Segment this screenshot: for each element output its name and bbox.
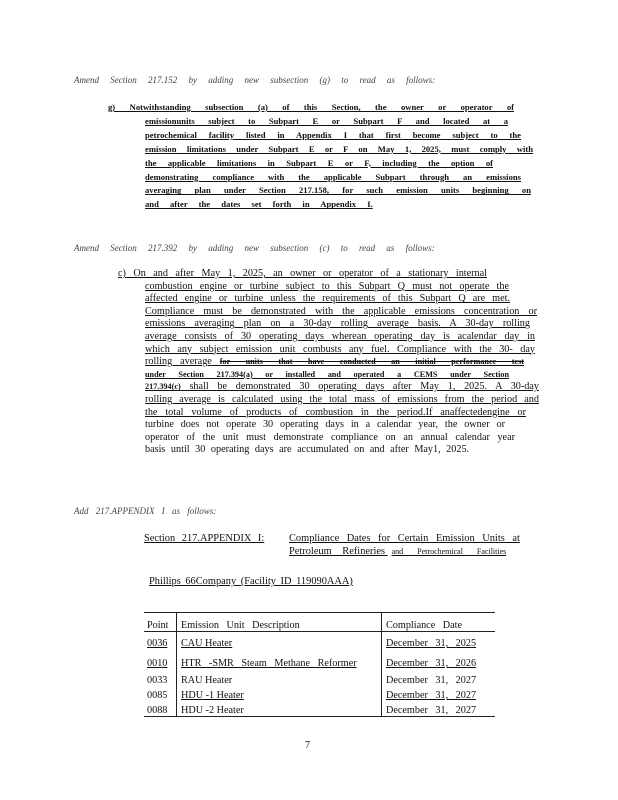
add-instruction-appendix-i: Add 217.APPENDIX I as follows: [74, 506, 217, 516]
subsection-c-line: affected engine or turbine unless the requirements of this Subpart Q are met. [145, 293, 510, 305]
cell-compliance-date: December 31, 2027 [386, 705, 477, 716]
subsection-c-line: rolling average is calculated using the total mass of emissions from the period and [145, 393, 539, 405]
subsection-c-line: emissions averaging plan on a 30-day rolling average basis. A 30-day rolling [145, 318, 530, 330]
subsection-c-line: operator of the unit must demonstrate compliance on an annual calendar year [145, 431, 515, 443]
subsection-c-line: the total volume of products of combustion in the period.If anaffectedengine or [145, 406, 526, 418]
subsection-c-text: shall be demonstrated 30 operating days after May 1, 2025. A 30-day [189, 381, 539, 393]
cell-point: 0010 [147, 658, 168, 669]
subsection-c-line: basis until 30 operating days are accumulated on and after May1, 2025. [145, 444, 470, 456]
cell-compliance-date: December 31, 2027 [386, 675, 477, 686]
cell-description: HDU -1 Heater [181, 690, 244, 701]
cell-compliance-date: December 31, 2026 [386, 658, 477, 669]
subsection-g-line: petrochemical facility listed in Appendix I that first become subject to the [145, 129, 521, 140]
struck-text: for units that have conducted an initial performance test [219, 357, 525, 367]
cell-compliance-date: December 31, 2025 [386, 638, 477, 649]
cell-description: HTR -SMR Steam Methane Reformer [181, 658, 357, 669]
subsection-g-line: averaging plan under Section 217.158, for such emission units beginning on [145, 185, 531, 196]
amend-instruction-217-152: Amend Section 217.152 by adding new subsection (g) to read as follows: [74, 75, 436, 85]
subsection-c-line [118, 268, 487, 281]
appendix-title-part: and Petrochemical Facilities [391, 547, 507, 556]
page-number: 7 [305, 740, 310, 751]
cell-point: 0036 [147, 638, 168, 649]
subsection-g-insertion [108, 101, 533, 212]
subsection-c-line: turbine does not operate 30 operating days in a calendar year, the owner or [145, 419, 505, 431]
table-row [144, 701, 495, 717]
section-ref-text: 217.394(c) [145, 382, 181, 392]
subsection-c-line: which any subject emission unit combusts any fuel. Compliance with the 30- day [145, 343, 535, 355]
subsection-c-line: average consists of 30 operating days wherean operating day is acalendar day in [145, 330, 535, 342]
cell-compliance-date: December 31, 2027 [386, 690, 477, 701]
subsection-c-text: c) On and after May 1, 2025, an owner or operator of a stationary internal [118, 268, 487, 279]
header-description: Emission Unit Description [177, 613, 382, 632]
appendix-section-title: Compliance Dates for Certain Emission Units at [289, 533, 520, 544]
appendix-section-label: Section 217.APPENDIX I: [144, 533, 265, 544]
cell-point: 0085 [147, 690, 168, 701]
cell-point: 0033 [147, 675, 168, 686]
appendix-section-heading [144, 532, 530, 558]
cell-point: 0088 [144, 701, 177, 717]
subsection-c-line [145, 381, 539, 394]
table-header-row [144, 613, 495, 632]
table-row [144, 669, 495, 686]
table-row [144, 686, 495, 701]
cell-description: CAU Heater [181, 638, 233, 649]
subsection-c-line: Compliance must be demonstrated with the applicable emissions concentration or [145, 305, 537, 317]
compliance-dates-table [144, 612, 495, 717]
amend-instruction-217-392: Amend Section 217.392 by adding new subsection (c) to read as follows: [74, 243, 435, 253]
subsection-g-line: emissionunits subject to Subpart E or Subpart F and located at a [145, 115, 508, 126]
table-row [144, 632, 495, 650]
subsection-c-line: combustion engine or turbine subject to this Subpart Q must not operate the [145, 280, 509, 292]
subsection-c-line: under Section 217.394(a) or installed and operated a CEMS under Section [145, 369, 509, 379]
table-row [144, 649, 495, 669]
subsection-g-line: emission limitations under Subpart E or F on May 1, 2025, must comply with [145, 143, 533, 154]
subsection-g-line: g) Notwithstanding subsection (a) of this Section, the owner or operator of [108, 102, 514, 112]
subsection-c-paragraph [118, 268, 539, 457]
header-point: Point [144, 613, 177, 632]
header-compliance-date: Compliance Date [382, 613, 496, 632]
subsection-g-line: the applicable limitations in Subpart E or F, including the option of [145, 157, 493, 168]
subsection-g-line: demonstrating compliance with the applicable Subpart through an emissions [145, 171, 521, 182]
appendix-section-title-line2 [289, 545, 530, 558]
appendix-title-part: Petroleum Refineries [289, 546, 386, 557]
subsection-g-line: and after the dates set forth in Appendix I. [145, 199, 373, 210]
rolling-average-text: rolling average [145, 356, 212, 368]
subsection-c-line [145, 356, 524, 369]
cell-description: RAU Heater [181, 675, 233, 686]
facility-heading: Phillips 66Company (Facility ID 119090AAA) [149, 576, 353, 587]
cell-description: HDU -2 Heater [181, 705, 244, 716]
